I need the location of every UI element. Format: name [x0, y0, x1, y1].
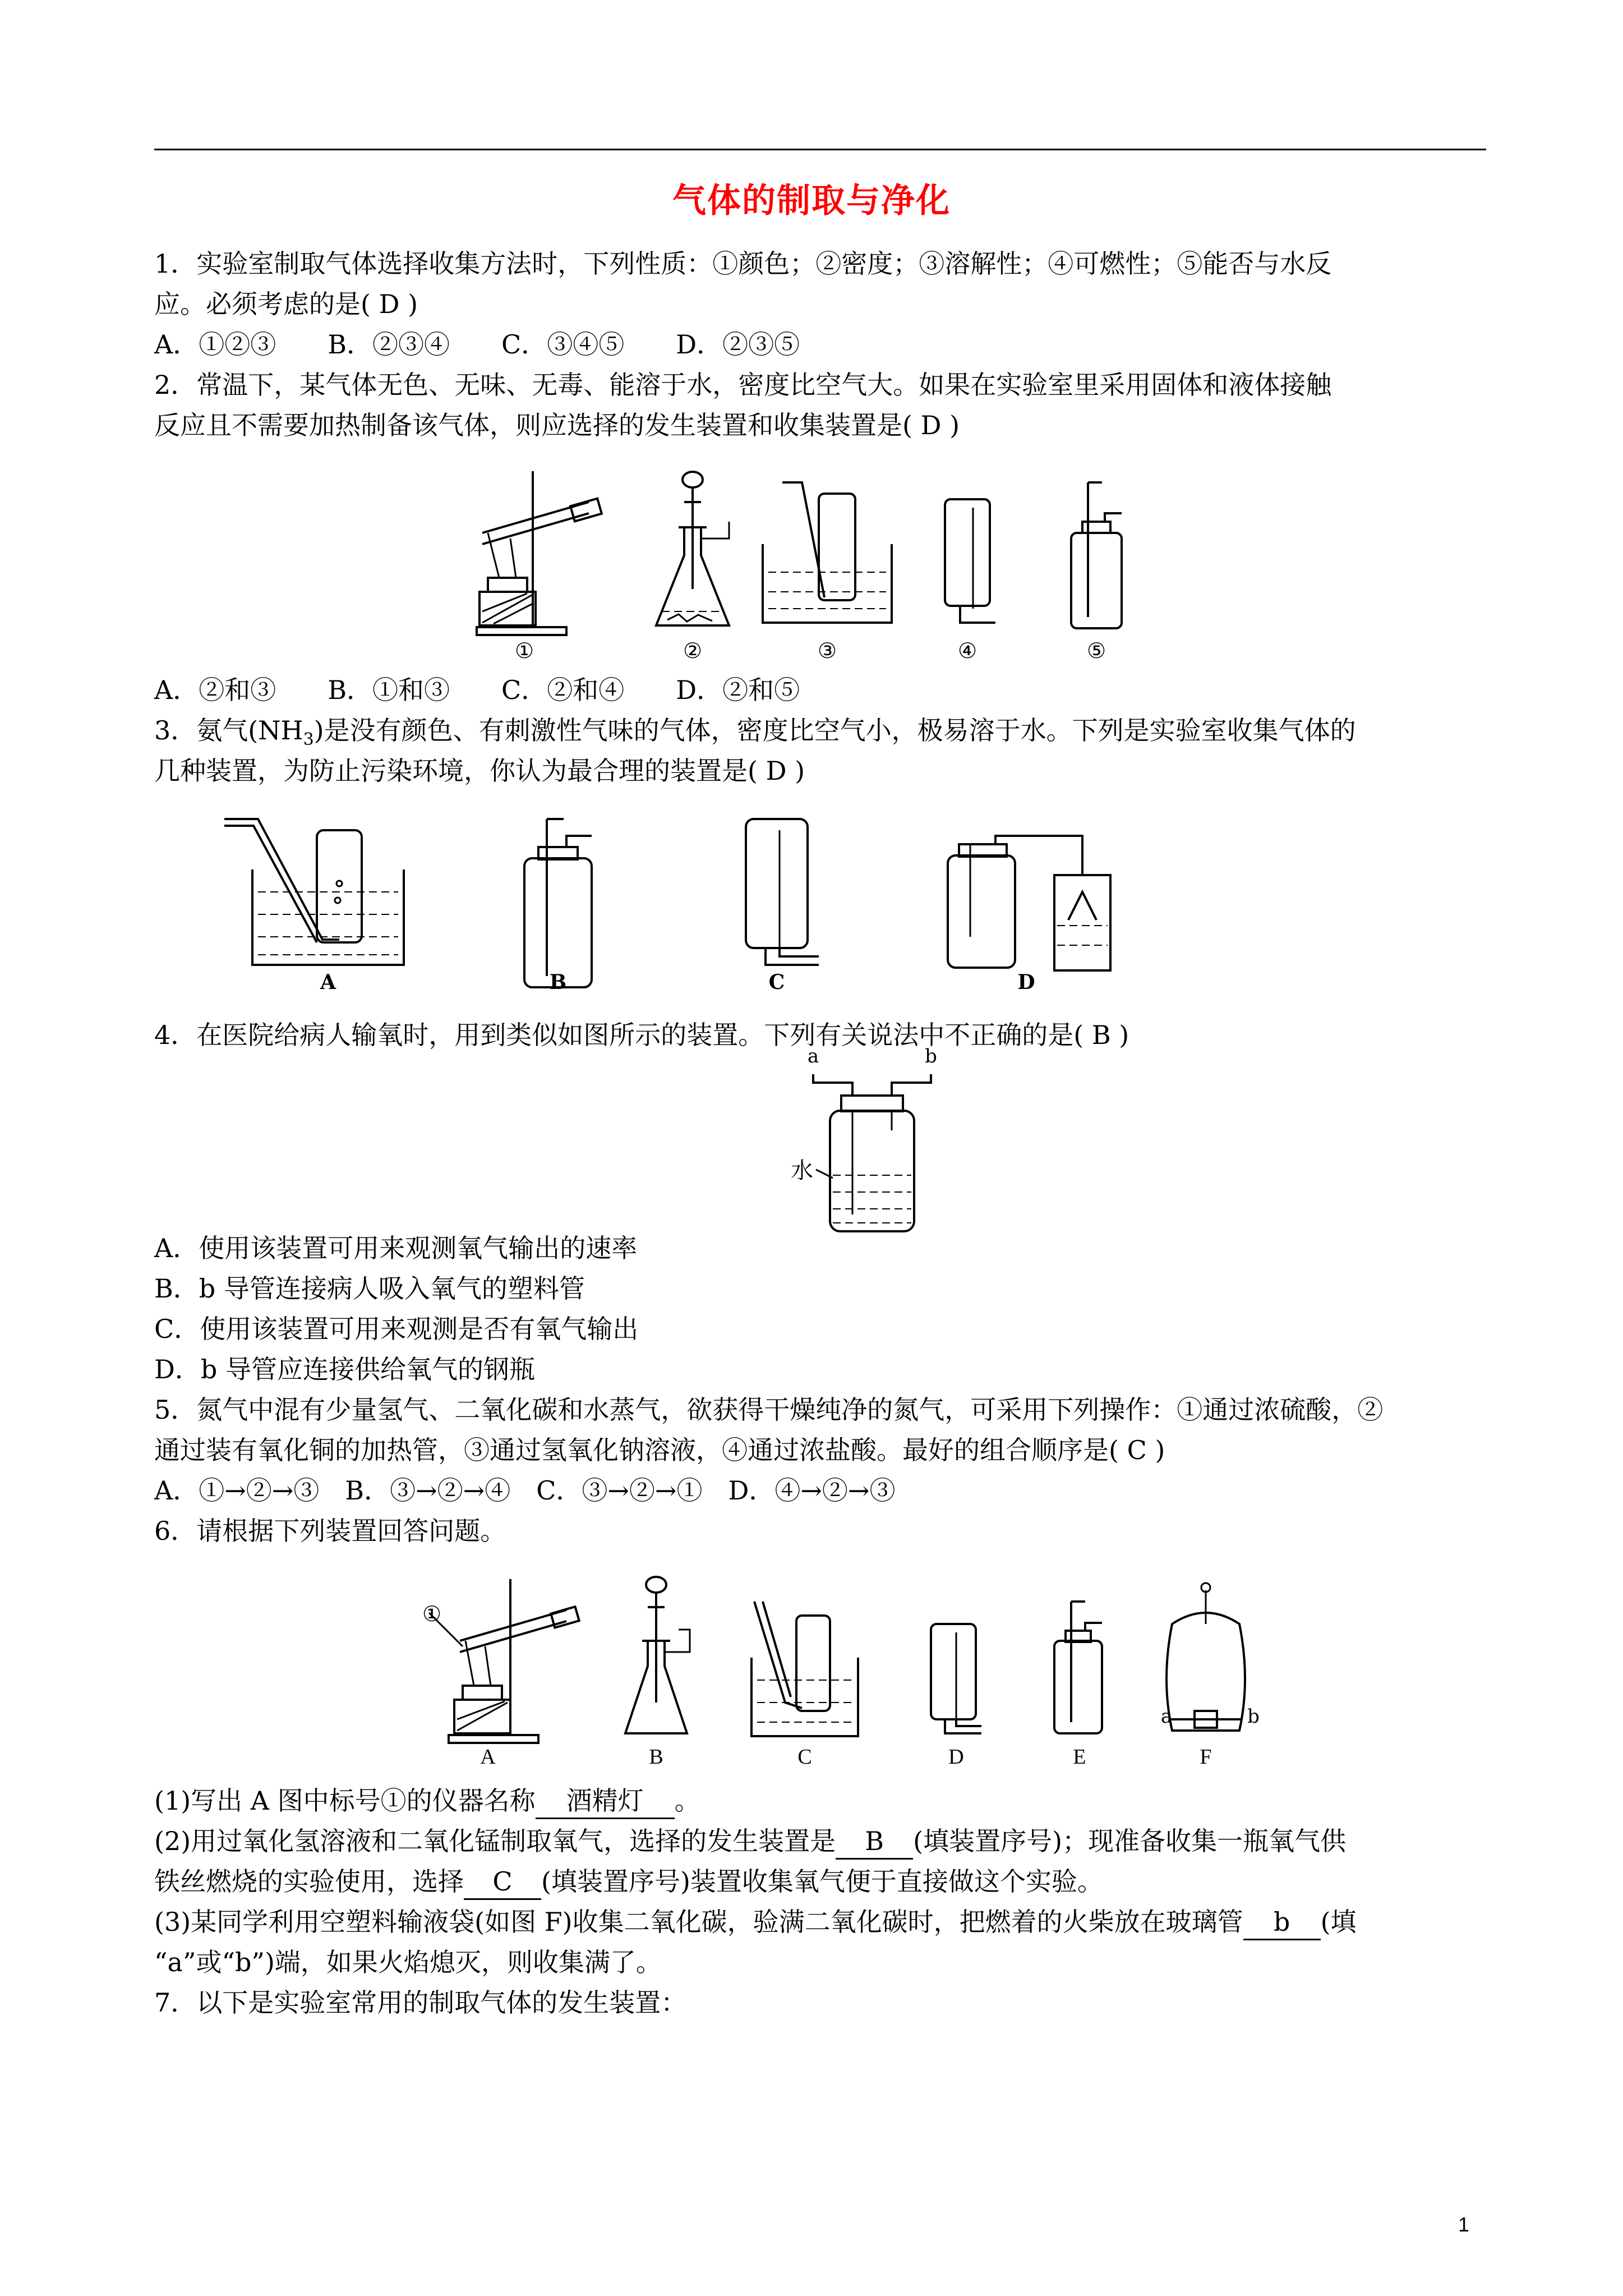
- q4-option-D: D．b 导管应连接供给氧气的钢瓶: [154, 1354, 535, 1384]
- q1-line1: 1．实验室制取气体选择收集方法时，下列性质：①颜色；②密度；③溶解性；④可燃性；⑤能否与水反: [154, 249, 1332, 279]
- q5-line1: 5．氮气中混有少量氢气、二氧化碳和水蒸气，欲获得干燥纯净的氮气，可采用下列操作：①通过浓硫酸，②: [154, 1395, 1384, 1425]
- q6-part2-answer-1: B: [836, 1824, 913, 1860]
- q6-apparatus-figure: [404, 1568, 1279, 1770]
- q2-label-1: ①: [514, 638, 534, 663]
- q2-label-3: ③: [817, 638, 837, 663]
- q3-inverted-bottle-C: [746, 819, 819, 965]
- q6-flask-with-funnel-B: [625, 1577, 690, 1733]
- q6-marker-1: ①: [422, 1602, 442, 1626]
- q2-upright-bottle: [1071, 482, 1122, 628]
- q6-label-F: F: [1200, 1745, 1212, 1769]
- q4-tube-b-label: b: [925, 1045, 937, 1068]
- q6-label-A: A: [480, 1745, 496, 1769]
- q2-label-5: ⑤: [1086, 638, 1106, 663]
- q3-label-D: D: [1017, 970, 1035, 994]
- q2-line1: 2．常温下，某气体无色、无味、无毒、能溶于水，密度比空气大。如果在实验室里采用固体和液体接触: [154, 370, 1332, 400]
- q6-label-B: B: [649, 1745, 663, 1769]
- q6-part1: (1)写出 A 图中标号①的仪器名称 酒精灯 。: [154, 1784, 700, 1819]
- q4-oxygen-humidifier-figure: [768, 1045, 948, 1237]
- q2-water-trough: [763, 482, 892, 623]
- q6-line1: 6．请根据下列装置回答问题。: [154, 1516, 506, 1546]
- q2-label-2: ②: [683, 638, 703, 663]
- q4-option-B: B．b 导管连接病人吸入氧气的塑料管: [154, 1273, 585, 1304]
- q3-label-A: A: [320, 970, 336, 994]
- q2-apparatus-figure: [465, 460, 1195, 662]
- page-title: 气体的制取与净化: [672, 181, 951, 220]
- q3-upright-bottle-B: [524, 819, 592, 987]
- q3-label-C: C: [768, 970, 785, 994]
- q7-line1: 7．以下是实验室常用的制取气体的发生装置：: [154, 1987, 687, 2018]
- q6-upright-bottle-E: [1054, 1602, 1102, 1733]
- header-rule: [154, 149, 1486, 150]
- q3-label-B: B: [549, 970, 567, 994]
- q6-infusion-bag-F: [1166, 1583, 1245, 1731]
- q4-option-C: C．使用该装置可用来观测是否有氧气输出: [154, 1314, 639, 1344]
- q6-label-E: E: [1073, 1745, 1086, 1769]
- q6-bag-b-label: b: [1247, 1705, 1260, 1728]
- q6-part3-answer: b: [1243, 1905, 1321, 1940]
- q4-water-label: 水: [791, 1158, 813, 1184]
- q4-line1: 4．在医院给病人输氧时，用到类似如图所示的装置。下列有关说法中不正确的是( B ): [154, 1020, 1129, 1050]
- q6-part3-line1: (3)某同学利用空塑料输液袋(如图 F)收集二氧化碳，验满二氧化碳时，把燃着的火柴放在玻璃管 b (填: [154, 1905, 1357, 1940]
- q6-part2-line2: 铁丝燃烧的实验使用，选择 C (填装置序号)装置收集氧气便于直接做这个实验。: [154, 1865, 1103, 1900]
- q3-bottle-and-beaker-D: [948, 836, 1110, 970]
- q3-water-trough-A: [224, 819, 404, 965]
- q3-apparatus-figure: [219, 808, 1172, 999]
- q6-part2-line1: (2)用过氧化氢溶液和二氧化锰制取氧气，选择的发生装置是 B (填装置序号)；现准备收集一瓶氧气供: [154, 1824, 1346, 1860]
- q6-label-D: D: [948, 1745, 964, 1769]
- q6-part2-answer-2: C: [464, 1865, 541, 1900]
- q6-water-trough-C: [751, 1602, 858, 1736]
- q2-flask-with-funnel: [656, 472, 729, 625]
- q6-inverted-bottle-D: [931, 1624, 981, 1733]
- q6-bag-a-label: a: [1160, 1705, 1173, 1728]
- q3-line2: 几种装置，为防止污染环境，你认为最合理的装置是( D ): [154, 756, 805, 786]
- q2-inverted-bottle: [945, 499, 995, 623]
- q2-heating-apparatus: [477, 471, 602, 635]
- q5-line2: 通过装有氧化铜的加热管，③通过氢氧化钠溶液，④通过浓盐酸。最好的组合顺序是( C ): [154, 1435, 1165, 1465]
- q2-line2: 反应且不需要加热制备该气体，则应选择的发生装置和收集装置是( D ): [154, 410, 960, 440]
- q1-options: A．①②③ B．②③④ C．③④⑤ D．②③⑤: [154, 329, 800, 360]
- q3-line1: 3．氨气$(NH_3)$是没有颜色、有刺激性气味的气体，密度比空气小，极易溶于水。下列是实验室收集气体的: [154, 715, 1356, 750]
- q6-part3-line2: “a”或“b”)端，如果火焰熄灭，则收集满了。: [154, 1947, 662, 1977]
- q5-options: A．①→②→③ B．③→②→④ C．③→②→① D．④→②→③: [154, 1475, 896, 1506]
- q6-label-C: C: [797, 1745, 812, 1769]
- q6-part1-answer: 酒精灯: [536, 1784, 675, 1819]
- q4-option-A: A．使用该装置可用来观测氧气输出的速率: [154, 1233, 638, 1263]
- page-number: 1: [1458, 2213, 1470, 2236]
- q1-line2: 应。必须考虑的是( D ): [154, 289, 418, 319]
- q4-tube-a-label: a: [807, 1045, 819, 1068]
- q2-options: A．②和③ B．①和③ C．②和④ D．②和⑤: [154, 675, 800, 705]
- q2-label-4: ④: [957, 638, 978, 663]
